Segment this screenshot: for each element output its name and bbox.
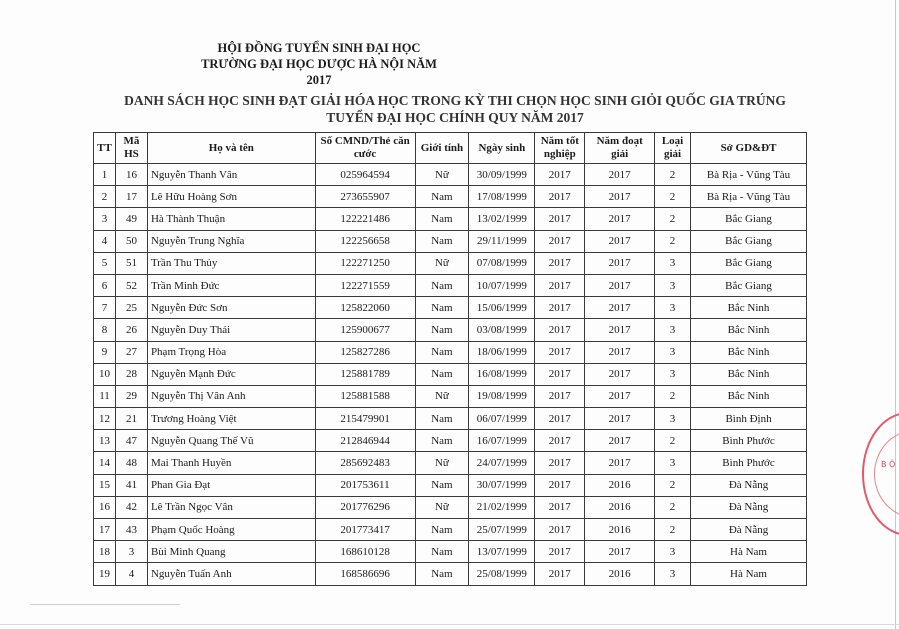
cell-so-gddt: Đà Nẵng: [691, 496, 807, 518]
cell-nam-dat-giai: 2017: [585, 230, 655, 252]
cell-ngay-sinh: 10/07/1999: [469, 274, 535, 296]
cell-nam-dat-giai: 2017: [585, 430, 655, 452]
table-row: [94, 319, 807, 341]
cell-nam-tot-nghiep: 2017: [535, 452, 585, 474]
cell-nam-tot-nghiep: 2017: [535, 297, 585, 319]
cell-gioi-tinh: Nam: [415, 541, 469, 563]
cell-loai-giai: 3: [655, 408, 691, 430]
table-row: [94, 519, 807, 541]
cell-so-gddt: Đà Nẵng: [691, 519, 807, 541]
cell-cmnd: 212846944: [315, 430, 415, 452]
cell-cmnd: 125900677: [315, 319, 415, 341]
table-row: [94, 408, 807, 430]
cell-ngay-sinh: 30/07/1999: [469, 474, 535, 496]
title-line-2: TUYỂN ĐẠI HỌC CHÍNH QUY NĂM 2017: [326, 110, 584, 125]
table-row: [94, 274, 807, 296]
cell-tt: 15: [94, 474, 116, 496]
cell-gioi-tinh: Nam: [415, 519, 469, 541]
cell-ngay-sinh: 16/07/1999: [469, 430, 535, 452]
cell-ma-hs: 47: [115, 430, 147, 452]
cell-ho-ten: Trần Thu Thủy: [147, 252, 315, 274]
cell-gioi-tinh: Nam: [415, 563, 469, 585]
cell-so-gddt: Bình Phước: [691, 430, 807, 452]
cell-loai-giai: 2: [655, 385, 691, 407]
cell-ngay-sinh: 29/11/1999: [469, 230, 535, 252]
cell-ngay-sinh: 21/02/1999: [469, 496, 535, 518]
cell-ma-hs: 16: [115, 164, 147, 186]
cell-nam-dat-giai: 2017: [585, 274, 655, 296]
cell-nam-tot-nghiep: 2017: [535, 319, 585, 341]
cell-gioi-tinh: Nam: [415, 230, 469, 252]
cell-nam-dat-giai: 2017: [585, 452, 655, 474]
cell-gioi-tinh: Nam: [415, 274, 469, 296]
cell-nam-tot-nghiep: 2017: [535, 164, 585, 186]
cell-loai-giai: 3: [655, 297, 691, 319]
cell-gioi-tinh: Nam: [415, 474, 469, 496]
cell-loai-giai: 3: [655, 363, 691, 385]
cell-ma-hs: 50: [115, 230, 147, 252]
cell-nam-tot-nghiep: 2017: [535, 186, 585, 208]
cell-ho-ten: Nguyễn Thanh Vân: [147, 164, 315, 186]
cell-nam-tot-nghiep: 2017: [535, 408, 585, 430]
cell-gioi-tinh: Nữ: [415, 164, 469, 186]
cell-ho-ten: Phạm Trọng Hòa: [147, 341, 315, 363]
cell-ho-ten: Bùi Minh Quang: [147, 541, 315, 563]
cell-nam-dat-giai: 2016: [585, 563, 655, 585]
cell-ngay-sinh: 06/07/1999: [469, 408, 535, 430]
cell-ho-ten: Trần Minh Đức: [147, 274, 315, 296]
cell-cmnd: 201753611: [315, 474, 415, 496]
cell-cmnd: 285692483: [315, 452, 415, 474]
cell-gioi-tinh: Nữ: [415, 252, 469, 274]
cell-gioi-tinh: Nam: [415, 319, 469, 341]
cell-nam-dat-giai: 2016: [585, 519, 655, 541]
cell-nam-dat-giai: 2017: [585, 252, 655, 274]
cell-ma-hs: 27: [115, 341, 147, 363]
cell-nam-tot-nghiep: 2017: [535, 363, 585, 385]
cell-nam-dat-giai: 2017: [585, 297, 655, 319]
table-row: [94, 385, 807, 407]
cell-loai-giai: 3: [655, 452, 691, 474]
cell-gioi-tinh: Nam: [415, 408, 469, 430]
cell-cmnd: 215479901: [315, 408, 415, 430]
col-header-ho-ten: Họ và tên: [147, 133, 315, 164]
cell-gioi-tinh: Nữ: [415, 496, 469, 518]
cell-ma-hs: 29: [115, 385, 147, 407]
cell-loai-giai: 2: [655, 519, 691, 541]
cell-loai-giai: 2: [655, 496, 691, 518]
cell-nam-tot-nghiep: 2017: [535, 541, 585, 563]
cell-cmnd: 125881789: [315, 363, 415, 385]
cell-cmnd: 125881588: [315, 385, 415, 407]
cell-tt: 2: [94, 186, 116, 208]
cell-ho-ten: Nguyễn Đức Sơn: [147, 297, 315, 319]
cell-ho-ten: Hà Thành Thuận: [147, 208, 315, 230]
cell-tt: 8: [94, 319, 116, 341]
cell-ho-ten: Phạm Quốc Hoàng: [147, 519, 315, 541]
cell-cmnd: 125822060: [315, 297, 415, 319]
cell-ngay-sinh: 18/06/1999: [469, 341, 535, 363]
cell-loai-giai: 3: [655, 274, 691, 296]
cell-so-gddt: Bắc Giang: [691, 208, 807, 230]
cell-loai-giai: 3: [655, 541, 691, 563]
cell-ngay-sinh: 13/02/1999: [469, 208, 535, 230]
cell-ho-ten: Nguyễn Mạnh Đức: [147, 363, 315, 385]
cell-nam-dat-giai: 2017: [585, 319, 655, 341]
cell-loai-giai: 2: [655, 430, 691, 452]
cell-so-gddt: Bình Định: [691, 408, 807, 430]
cell-loai-giai: 3: [655, 563, 691, 585]
table-row: [94, 341, 807, 363]
title-line-1: DANH SÁCH HỌC SINH ĐẠT GIẢI HÓA HỌC TRONG KỲ THI CHỌN HỌC SINH GIỎI QUỐC GIA TRÚNG: [124, 93, 786, 108]
cell-gioi-tinh: Nam: [415, 208, 469, 230]
cell-ho-ten: Nguyễn Trung Nghĩa: [147, 230, 315, 252]
cell-nam-dat-giai: 2017: [585, 385, 655, 407]
table-row: [94, 230, 807, 252]
cell-gioi-tinh: Nữ: [415, 452, 469, 474]
cell-tt: 10: [94, 363, 116, 385]
cell-loai-giai: 2: [655, 230, 691, 252]
cell-nam-dat-giai: 2017: [585, 341, 655, 363]
cell-tt: 6: [94, 274, 116, 296]
cell-ho-ten: Nguyễn Quang Thế Vũ: [147, 430, 315, 452]
document-title: [60, 92, 850, 126]
cell-cmnd: 025964594: [315, 164, 415, 186]
cell-so-gddt: Bắc Ninh: [691, 385, 807, 407]
cell-ma-hs: 17: [115, 186, 147, 208]
cell-nam-tot-nghiep: 2017: [535, 430, 585, 452]
cell-ma-hs: 4: [115, 563, 147, 585]
cell-so-gddt: Bình Phước: [691, 452, 807, 474]
cell-loai-giai: 2: [655, 208, 691, 230]
cell-tt: 19: [94, 563, 116, 585]
cell-cmnd: 125827286: [315, 341, 415, 363]
header-line-1: HỘI ĐỒNG TUYỂN SINH ĐẠI HỌC: [217, 41, 421, 55]
cell-ngay-sinh: 17/08/1999: [469, 186, 535, 208]
cell-so-gddt: Bắc Ninh: [691, 319, 807, 341]
cell-ngay-sinh: 24/07/1999: [469, 452, 535, 474]
cell-nam-tot-nghiep: 2017: [535, 274, 585, 296]
cell-ma-hs: 26: [115, 319, 147, 341]
cell-nam-dat-giai: 2016: [585, 496, 655, 518]
table-row: [94, 496, 807, 518]
cell-ma-hs: 52: [115, 274, 147, 296]
cell-nam-tot-nghiep: 2017: [535, 496, 585, 518]
cell-so-gddt: Bà Rịa - Vũng Tàu: [691, 186, 807, 208]
cell-ma-hs: 28: [115, 363, 147, 385]
col-header-ngay-sinh: Ngày sinh: [469, 133, 535, 164]
cell-ho-ten: Nguyễn Tuấn Anh: [147, 563, 315, 585]
col-header-so-gddt: Sở GD&ĐT: [691, 133, 807, 164]
cell-tt: 18: [94, 541, 116, 563]
cell-loai-giai: 3: [655, 341, 691, 363]
cell-so-gddt: Bắc Ninh: [691, 341, 807, 363]
cell-tt: 3: [94, 208, 116, 230]
cell-nam-tot-nghiep: 2017: [535, 230, 585, 252]
cell-tt: 14: [94, 452, 116, 474]
cell-nam-dat-giai: 2017: [585, 541, 655, 563]
cell-nam-tot-nghiep: 2017: [535, 385, 585, 407]
institution-header: [190, 40, 448, 88]
cell-cmnd: 122271559: [315, 274, 415, 296]
page-edge-right: [895, 0, 896, 629]
cell-nam-tot-nghiep: 2017: [535, 252, 585, 274]
cell-ngay-sinh: 03/08/1999: [469, 319, 535, 341]
cell-nam-tot-nghiep: 2017: [535, 563, 585, 585]
cell-ho-ten: Nguyễn Thị Vân Anh: [147, 385, 315, 407]
col-header-ma-hs: Mã HS: [115, 133, 147, 164]
cell-tt: 11: [94, 385, 116, 407]
table-body: [94, 164, 807, 586]
cell-nam-dat-giai: 2017: [585, 363, 655, 385]
cell-ma-hs: 21: [115, 408, 147, 430]
cell-nam-dat-giai: 2017: [585, 186, 655, 208]
cell-nam-tot-nghiep: 2017: [535, 474, 585, 496]
table-row: [94, 208, 807, 230]
cell-ho-ten: Lê Hữu Hoàng Sơn: [147, 186, 315, 208]
header-line-2: TRƯỜNG ĐẠI HỌC DƯỢC HÀ NỘI NĂM 2017: [201, 57, 437, 87]
cell-ho-ten: Nguyễn Duy Thái: [147, 319, 315, 341]
cell-cmnd: 168610128: [315, 541, 415, 563]
col-header-nam-tot-nghiep: Năm tốt nghiệp: [535, 133, 585, 164]
cell-ma-hs: 3: [115, 541, 147, 563]
cell-tt: 12: [94, 408, 116, 430]
cell-so-gddt: Bà Rịa - Vũng Tàu: [691, 164, 807, 186]
cell-ngay-sinh: 25/08/1999: [469, 563, 535, 585]
cell-loai-giai: 3: [655, 319, 691, 341]
col-header-cmnd: Số CMND/Thẻ căn cước: [315, 133, 415, 164]
cell-ma-hs: 43: [115, 519, 147, 541]
col-header-gioi-tinh: Giới tính: [415, 133, 469, 164]
cell-cmnd: 122256658: [315, 230, 415, 252]
cell-tt: 16: [94, 496, 116, 518]
cell-tt: 17: [94, 519, 116, 541]
cell-ho-ten: Trương Hoàng Việt: [147, 408, 315, 430]
cell-tt: 4: [94, 230, 116, 252]
stamp-text: B Ộ: [881, 460, 896, 469]
cell-so-gddt: Bắc Giang: [691, 230, 807, 252]
cell-ngay-sinh: 25/07/1999: [469, 519, 535, 541]
cell-cmnd: 201773417: [315, 519, 415, 541]
cell-nam-tot-nghiep: 2017: [535, 519, 585, 541]
table-row: [94, 297, 807, 319]
table-row: [94, 363, 807, 385]
cell-so-gddt: Bắc Ninh: [691, 297, 807, 319]
cell-gioi-tinh: Nam: [415, 363, 469, 385]
cell-loai-giai: 2: [655, 474, 691, 496]
cell-gioi-tinh: Nam: [415, 297, 469, 319]
cell-ma-hs: 41: [115, 474, 147, 496]
table-row: [94, 474, 807, 496]
cell-so-gddt: Bắc Giang: [691, 274, 807, 296]
cell-ma-hs: 42: [115, 496, 147, 518]
cell-nam-dat-giai: 2017: [585, 408, 655, 430]
table-row: [94, 452, 807, 474]
cell-ma-hs: 49: [115, 208, 147, 230]
cell-cmnd: 122271250: [315, 252, 415, 274]
cell-so-gddt: Đà Nẵng: [691, 474, 807, 496]
table-row: [94, 563, 807, 585]
cell-so-gddt: Hà Nam: [691, 541, 807, 563]
table-row: [94, 164, 807, 186]
page-edge-bottom: [0, 624, 899, 625]
cell-ma-hs: 48: [115, 452, 147, 474]
cell-nam-dat-giai: 2017: [585, 208, 655, 230]
cell-ngay-sinh: 13/07/1999: [469, 541, 535, 563]
cell-gioi-tinh: Nam: [415, 186, 469, 208]
cell-nam-dat-giai: 2016: [585, 474, 655, 496]
table-header-row: [94, 133, 807, 164]
cell-ma-hs: 25: [115, 297, 147, 319]
cell-nam-tot-nghiep: 2017: [535, 341, 585, 363]
table-row: [94, 541, 807, 563]
cell-ho-ten: Phan Gia Đạt: [147, 474, 315, 496]
table-row: [94, 252, 807, 274]
student-list-table: [93, 132, 807, 586]
cell-ngay-sinh: 30/09/1999: [469, 164, 535, 186]
cell-gioi-tinh: Nữ: [415, 385, 469, 407]
cell-ho-ten: Lê Trần Ngọc Vân: [147, 496, 315, 518]
cell-ma-hs: 51: [115, 252, 147, 274]
cell-so-gddt: Hà Nam: [691, 563, 807, 585]
cell-ngay-sinh: 19/08/1999: [469, 385, 535, 407]
cell-ho-ten: Mai Thanh Huyền: [147, 452, 315, 474]
cell-cmnd: 168586696: [315, 563, 415, 585]
cell-loai-giai: 3: [655, 252, 691, 274]
col-header-nam-dat-giai: Năm đoạt giải: [585, 133, 655, 164]
col-header-tt: TT: [94, 133, 116, 164]
cell-ngay-sinh: 07/08/1999: [469, 252, 535, 274]
table-row: [94, 186, 807, 208]
cell-cmnd: 122221486: [315, 208, 415, 230]
cell-tt: 1: [94, 164, 116, 186]
cell-cmnd: 201776296: [315, 496, 415, 518]
cell-loai-giai: 2: [655, 186, 691, 208]
cell-loai-giai: 2: [655, 164, 691, 186]
footer-scan-mark: [30, 604, 180, 605]
cell-ngay-sinh: 15/06/1999: [469, 297, 535, 319]
cell-ngay-sinh: 16/08/1999: [469, 363, 535, 385]
cell-so-gddt: Bắc Giang: [691, 252, 807, 274]
cell-tt: 13: [94, 430, 116, 452]
cell-nam-tot-nghiep: 2017: [535, 208, 585, 230]
table-row: [94, 430, 807, 452]
col-header-loai-giai: Loại giải: [655, 133, 691, 164]
cell-nam-dat-giai: 2017: [585, 164, 655, 186]
cell-cmnd: 273655907: [315, 186, 415, 208]
cell-tt: 5: [94, 252, 116, 274]
cell-gioi-tinh: Nam: [415, 430, 469, 452]
cell-so-gddt: Bắc Ninh: [691, 363, 807, 385]
cell-gioi-tinh: Nam: [415, 341, 469, 363]
cell-tt: 9: [94, 341, 116, 363]
cell-tt: 7: [94, 297, 116, 319]
